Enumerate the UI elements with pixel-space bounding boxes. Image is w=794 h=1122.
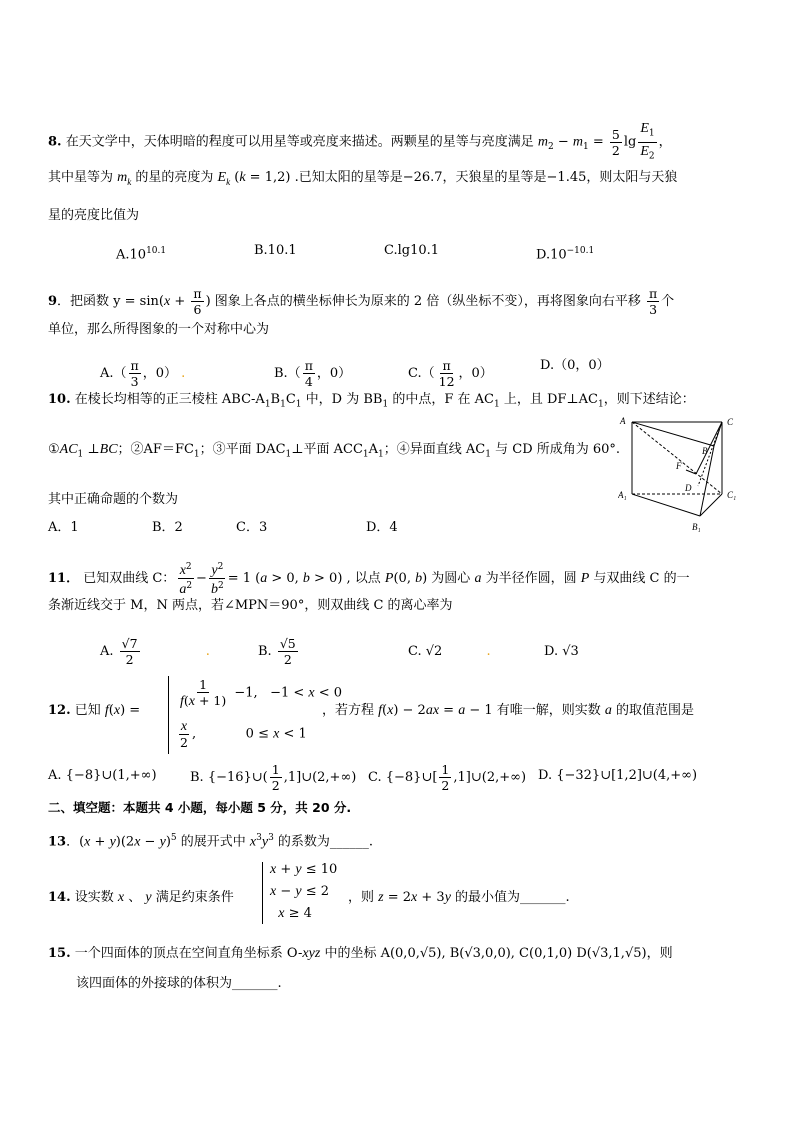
q14-end: ，则 z = 2x + 3y 的最小值为_______. xyxy=(348,890,570,905)
figure-label-f: F xyxy=(676,461,682,471)
q14-constraint-2: x − y ≤ 2 xyxy=(270,884,330,899)
q8-line1: 8. 在天文学中，天体明暗的程度可以用星等或亮度来描述。两颗星的星等与亮度满足 $m_2 - m_1$ = $\frac{5}{2}$ lg $\frac{E_1}{E_2}$ ， xyxy=(48,121,672,161)
q12-option-c: C. {−8}∪[ $\frac{1}{2}$ ,1]∪(2,+∞) xyxy=(368,762,527,793)
q14-brace xyxy=(262,862,263,924)
q14-start: 14. 设实数 x 、 y 满足约束条件 xyxy=(48,890,234,905)
q14-constraint-1: x + y ≤ 10 xyxy=(270,862,338,877)
q8-line3: 星的亮度比值为 xyxy=(48,208,140,223)
q8-option-d: $D.10^{-10.1}$ xyxy=(536,246,595,263)
figure-label-a: A xyxy=(620,416,626,426)
q12-option-a: A. {−8}∪(1,+∞) xyxy=(48,768,157,783)
q9-option-c: C.（ $\frac{\pi}{12}$ ，0） xyxy=(408,358,493,389)
q11-option-a: A. $\frac{√7}{2}$ . xyxy=(100,636,210,667)
q8-line2: 其中星等为 $m_k$ 的星的亮度为 $E_k$ (k = 1,2) .已知太阳的星等是−26.7，天狼星的星等是−1.45，则太阳与天狼 xyxy=(48,170,678,187)
q9-option-d: D.（0，0） xyxy=(540,358,610,373)
q11-option-b: B. $\frac{√5}{2}$ xyxy=(258,636,296,667)
q15-line2: 该四面体的外接球的体积为_______. xyxy=(76,976,282,991)
figure-label-b: B xyxy=(702,446,708,456)
q12-brace xyxy=(168,676,169,754)
q9-option-a: A.（ $\frac{\pi}{3}$ ，0） . xyxy=(100,358,186,389)
q10-line3: 其中正确命题的个数为 xyxy=(48,492,179,507)
q9-line2: 单位，那么所得图象的一个对称中心为 xyxy=(48,322,270,337)
figure-label-c1: C₁ xyxy=(727,490,737,500)
q8-option-c: C.lg10.1 xyxy=(384,243,440,258)
q14-constraint-3: x ≥ 4 xyxy=(278,906,312,921)
q11-option-c: C. √2 . xyxy=(408,644,491,659)
figure-label-b1: B₁ xyxy=(692,522,701,532)
section-heading: 二、填空题：本题共 4 小题，每小题 5 分，共 20 分. xyxy=(48,800,352,815)
q12-case1: $\frac{1}{f(x + 1)}$ −1, −1 < x < 0 xyxy=(180,677,343,709)
q10-line1: 10. 在棱长均相等的正三棱柱 ABC-$A_1B_1C_1$ 中，D 为 $BB_1$ 的中点，F 在 $AC_1$ 上，且 $DF\perp AC_1$，则下述结论： xyxy=(48,392,695,410)
prism-figure xyxy=(618,412,744,534)
q12-option-d: D. {−32}∪[1,2]∪(4,+∞) xyxy=(538,768,698,783)
q10-option-d: D．4 xyxy=(366,520,398,535)
figure-label-c: C xyxy=(727,417,734,427)
q12-case2: $\frac{x}{2}$ , 0 ≤ x < 1 xyxy=(180,719,307,750)
q12-line1-start: 12. 已知 f(x) = xyxy=(48,703,141,718)
q11-line1: 11． 已知双曲线 C： $\frac{x^2}{a^2}$ − $\frac{y^2}{b^2}$ = 1 (a > 0, b > 0) , 以点 P(0, b) 为圆心 a 为半径作圆，圆 P 与双曲线 C 的一 xyxy=(48,562,690,598)
q12-option-b: B. {−16}∪( $\frac{1}{2}$ ,1]∪(2,+∞) xyxy=(190,762,357,793)
q13: 13．$(x + y)(2x - y)^5$ 的展开式中 $x^3y^3$ 的系数为______. xyxy=(48,833,374,850)
q11-option-d: D. √3 xyxy=(544,644,579,659)
q9-option-b: B.（ $\frac{\pi}{4}$ ，0） xyxy=(274,358,352,389)
q8-option-b: B.10.1 xyxy=(254,243,297,258)
q15-line1: 15. 一个四面体的顶点在空间直角坐标系 O-xyz 中的坐标 A(0,0,√5), B(√3,0,0), C(0,1,0) D(√3,1,√5)，则 xyxy=(48,946,673,961)
figure-label-a1: A₁ xyxy=(618,490,627,500)
q9-line1: 9．把函数 y = sin(x + $\frac{\pi}{6}$ ) 图象上各点的横坐标伸长为原来的 2 倍（纵坐标不变），再将图象向右平移 $\frac{\pi}{3}$ 个 xyxy=(48,286,675,317)
q8-option-a: $A.10^{10.1}$ xyxy=(116,246,167,263)
q10-option-a: A．1 xyxy=(48,520,79,535)
figure-label-d: D xyxy=(685,483,692,493)
q10-line2: $①AC_1$ ⊥BC；$②AF=FC_1$；③平面 $DAC_1\perp$平面 $ACC_1A_1$；④异面直线 $AC_1$ 与 CD 所成角为 60°. xyxy=(48,442,621,460)
q12-line1-end: ，若方程 f(x) − 2ax = a − 1 有唯一解，则实数 a 的取值范围是 xyxy=(322,703,695,718)
q11-line2: 条渐近线交于 M，N 两点，若∠MPN＝90°，则双曲线 C 的离心率为 xyxy=(48,598,453,613)
q10-option-b: B．2 xyxy=(152,520,183,535)
q10-option-c: C．3 xyxy=(236,520,268,535)
